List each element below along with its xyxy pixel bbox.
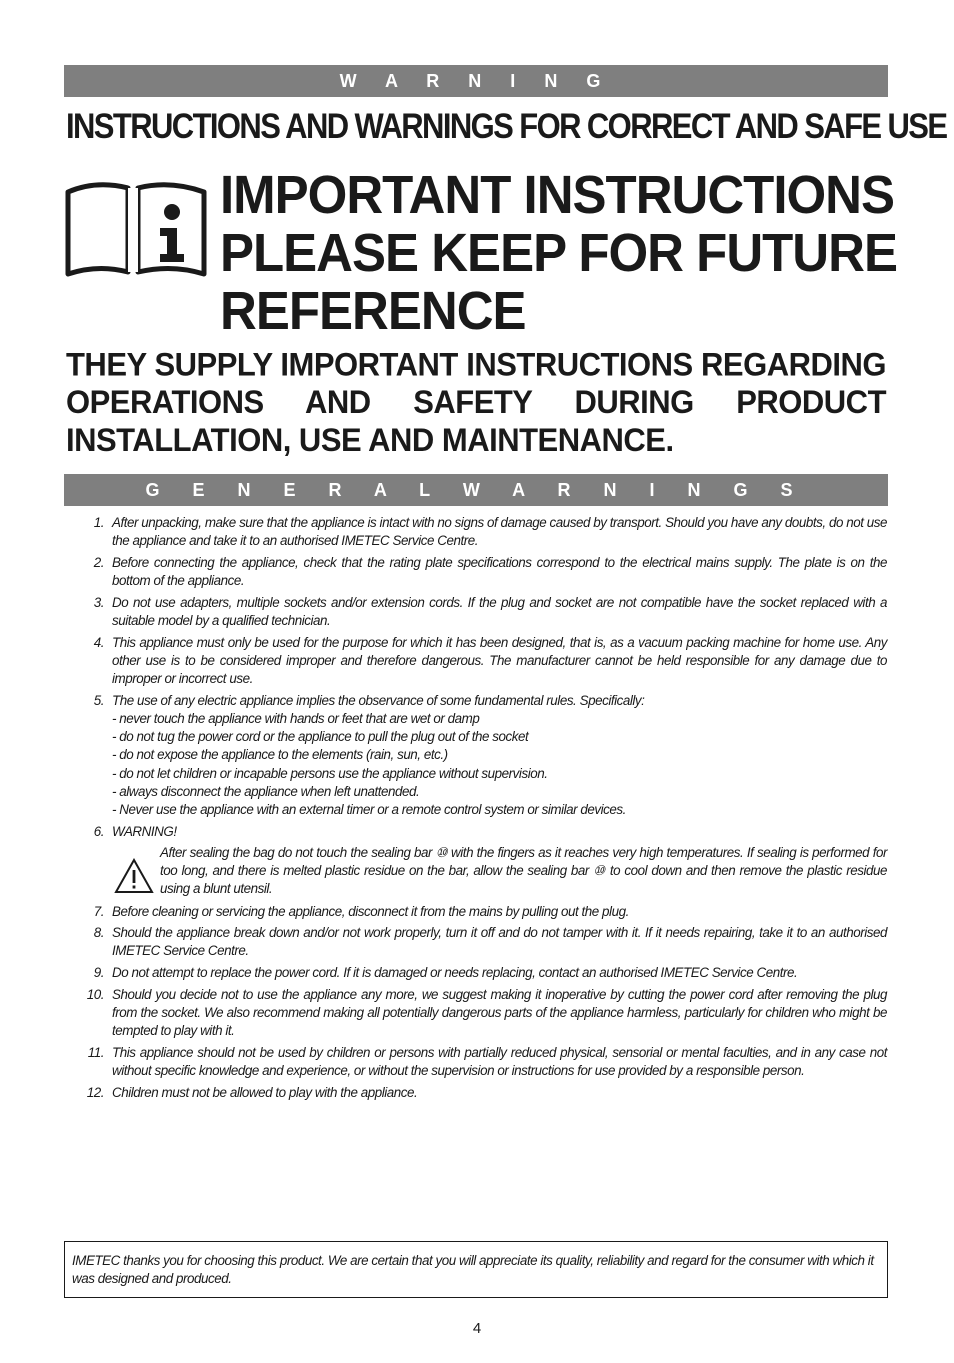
title-line-3: REFERENCE xyxy=(220,280,526,341)
warning-header-bar xyxy=(64,65,888,97)
intro-line-3: INSTALLATION, USE AND MAINTENANCE. xyxy=(66,421,674,459)
page-subtitle: INSTRUCTIONS AND WARNINGS FOR CORRECT AND SAFE USE xyxy=(66,106,947,147)
general-warnings-label: G E N E R A L W A R N I N G S xyxy=(145,480,807,500)
item-number: 10. xyxy=(86,986,104,1002)
list-item xyxy=(72,554,887,590)
list-item xyxy=(72,594,887,630)
info-book-icon xyxy=(64,174,212,278)
item-number: 2. xyxy=(93,554,104,570)
general-warnings-list xyxy=(72,514,887,1106)
rule-line: - never touch the appliance with hands or feet that are wet or damp xyxy=(112,711,480,727)
list-item xyxy=(72,924,887,960)
list-item xyxy=(72,903,887,921)
title-line-2: PLEASE KEEP FOR FUTURE xyxy=(220,222,897,283)
list-item xyxy=(72,514,887,550)
item-number: 11. xyxy=(87,1044,104,1060)
thank-you-box xyxy=(64,1241,888,1298)
item-text: Do not use adapters, multiple sockets and/or extension cords. If the plug and socket are not compatible have the socket replaced with a suitable model by a qualified technician. xyxy=(112,594,887,629)
list-item xyxy=(72,1084,887,1102)
item-text: Before cleaning or servicing the appliance, disconnect it from the mains by pulling out the plug. xyxy=(112,903,629,919)
warning-triangle-icon xyxy=(114,858,154,894)
item-number: 1. xyxy=(93,515,104,530)
item-number: 7. xyxy=(93,903,104,919)
general-warnings-bar xyxy=(64,474,888,506)
title-line-1: IMPORTANT INSTRUCTIONS xyxy=(220,164,895,225)
rule-line: - do not expose the appliance to the elements (rain, sun, etc.) xyxy=(112,747,448,763)
sealing-bar-warning xyxy=(72,844,887,899)
item-text: After unpacking, make sure that the appliance is intact with no signs of damage caused by transport. Should you have any doubts, do not use the appliance and take it to an authorised IMETEC Service Centre. xyxy=(112,515,887,549)
item-text: Children must not be allowed to play with the appliance. xyxy=(112,1084,418,1100)
item-text: Should the appliance break down and/or not work properly, turn it off and do not tamper with it. If it needs repairing, take it to an authorised IMETEC Service Centre. xyxy=(112,925,887,959)
item-number: 6. xyxy=(93,823,104,839)
list-item xyxy=(72,634,887,689)
list-item xyxy=(72,986,887,1041)
item-number: 4. xyxy=(93,634,104,650)
rule-line: - do not let children or incapable persons use the appliance without supervision. xyxy=(112,765,548,781)
rule-line: - Never use the appliance with an external timer or a remote control system or similar devices. xyxy=(112,802,626,818)
list-item xyxy=(72,823,887,841)
important-instructions-title xyxy=(220,166,900,339)
item-text: Before connecting the appliance, check that the rating plate specifications correspond to the electrical mains supply. The plate is on the bottom of the appliance. xyxy=(112,554,887,589)
item-number: 5. xyxy=(93,692,104,708)
rule-line: - do not tug the power cord or the appliance to pull the plug out of the socket xyxy=(112,729,529,745)
item-number: 12. xyxy=(86,1084,104,1100)
list-item xyxy=(72,1044,887,1080)
intro-line-1: THEY SUPPLY IMPORTANT INSTRUCTIONS REGARDING xyxy=(66,346,886,383)
intro-statement xyxy=(66,346,886,459)
intro-line-2: OPERATIONS AND SAFETY DURING PRODUCT xyxy=(66,383,886,421)
item-text: Should you decide not to use the appliance any more, we suggest making it inoperative by cutting the power cord after removing the plug from the socket. We also recommend making all potentially dangerous parts of the appliance harmless, particularly for children who might be tempted to play with it. xyxy=(112,986,887,1039)
item-number: 3. xyxy=(93,594,104,610)
item-text: Do not attempt to replace the power cord. If it is damaged or needs replacing, contact an authorised IMETEC Service Centre. xyxy=(112,965,798,981)
list-item xyxy=(72,964,887,982)
item-number: 9. xyxy=(93,965,104,981)
warning-header-label: W A R N I N G xyxy=(339,71,613,91)
thank-you-text: IMETEC thanks you for choosing this product. We are certain that you will appreciate its quality, reliability and regard for the consumer with which it was designed and produced. xyxy=(72,1253,874,1286)
list-item xyxy=(72,692,887,819)
page-number: 4 xyxy=(472,1320,482,1337)
rule-line: - always disconnect the appliance when left unattended. xyxy=(112,783,420,799)
warning-text: After sealing the bag do not touch the sealing bar ⑩ with the fingers as it reaches very high temperatures. If sealing is performed for too long, and there is melted plastic residue on the bar, allow the sealing bar ⑩ to cool down and then remove the plastic residue using a blunt utensil. xyxy=(160,844,887,897)
item-number: 8. xyxy=(93,925,104,941)
item-text: This appliance should not be used by children or persons with partially reduced physical, sensorial or mental faculties, and in any case not without specific knowledge and experience, or without the supervision or instructions for use provided by a responsible person. xyxy=(112,1044,887,1079)
item-text: This appliance must only be used for the purpose for which it has been designed, that is, as a vacuum packing machine for home use. Any other use is to be considered improper and therefore dangerous. The manufacturer cannot be held responsible for any damage due to improper or incorrect use. xyxy=(112,634,887,687)
item-text: WARNING! xyxy=(112,823,177,839)
item-text: The use of any electric appliance implies the observance of some fundamental rules. Specifically: xyxy=(112,692,645,708)
